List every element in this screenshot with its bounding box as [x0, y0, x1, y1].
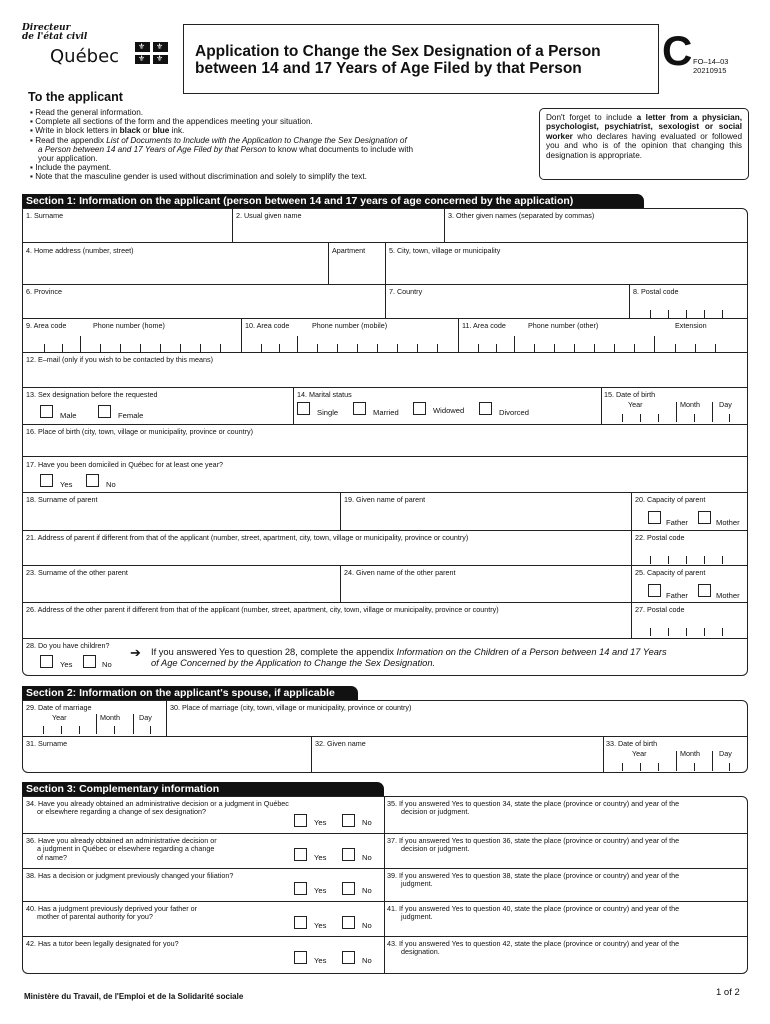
list-item: ▪ Note that the masculine gender is used without discrimination and solely to simplify the text.	[30, 172, 367, 182]
other-parent-capacity-label: 25. Capacity of parent	[635, 568, 706, 577]
widowed-label: Widowed	[433, 406, 465, 415]
province-label: 6. Province	[26, 287, 62, 296]
other-parent-given-name-field[interactable]	[342, 579, 629, 600]
logo	[22, 24, 172, 70]
section1-title: Section 1: Information on the applicant (person between 14 and 17 years of age concerned by the application)	[22, 194, 644, 208]
org-line2: de l'état civil	[22, 32, 88, 42]
page-title-line1: Application to Change the Sex Designation of a Person	[195, 43, 601, 60]
parent-mother-label: Mother	[716, 518, 740, 527]
home-address-field[interactable]	[24, 258, 326, 282]
q42-label: 42. Has a tutor been legally designated for you?	[26, 939, 179, 948]
q36-yes-label: Yes	[314, 853, 327, 862]
other-parent-surname-label: 23. Surname of the other parent	[26, 568, 128, 577]
q38-yes-checkbox[interactable]	[294, 882, 307, 895]
spouse-surname-label: 31. Surname	[26, 739, 68, 748]
postal-code-label: 8. Postal code	[633, 287, 679, 296]
parent-postal-code-label: 22. Postal code	[635, 533, 685, 542]
q39-label: 39. If you answered Yes to question 38, state the place (province or country) and year of the judgment.	[387, 871, 680, 889]
q40-no-checkbox[interactable]	[342, 916, 355, 929]
children-yes-label: Yes	[60, 660, 73, 669]
sex-designation-label: 13. Sex designation before the requested	[26, 390, 158, 399]
dob-year-label: Year	[628, 400, 643, 409]
list-item: ▪ Read the appendix List of Documents to Include with the Application to Change the Sex Designation of	[30, 135, 407, 145]
children-no-label: No	[102, 660, 112, 669]
extension-label: Extension	[675, 321, 707, 330]
widowed-checkbox[interactable]	[413, 402, 426, 415]
spouse-dob-year-label: Year	[632, 749, 647, 758]
marriage-date-label: 29. Date of marriage	[26, 703, 92, 712]
domiciled-yes-checkbox[interactable]	[40, 474, 53, 487]
country-label: 7. Country	[389, 287, 423, 296]
email-label: 12. E–mail (only if you wish to be contacted by this means)	[26, 355, 213, 364]
given-name-field[interactable]	[234, 222, 442, 240]
phone-mobile-field[interactable]	[243, 332, 456, 350]
reminder-note: Don't forget to include a letter from a physician, psychologist, psychiatrist, sexologist or social worker who declares having evaluated or followed you and who is of the opinion that changing this designation is appropriate.	[539, 108, 749, 180]
q34-no-label: No	[362, 818, 372, 827]
q36-label: 36. Have you already obtained an administrative decision or a judgment in Québec or elsewhere regarding a change of name?	[26, 836, 217, 862]
place-of-birth-label: 16. Place of birth (city, town, village or municipality, province or country)	[26, 427, 254, 436]
marriage-month-label: Month	[100, 713, 120, 722]
other-parent-given-name-label: 24. Given name of the other parent	[344, 568, 456, 577]
q40-label: 40. Has a judgment previously deprived your father or mother of parental authority for you?	[26, 904, 197, 922]
area-code-home-label: 9. Area code	[26, 321, 67, 330]
q38-yes-label: Yes	[314, 886, 327, 895]
form-letter: C	[662, 27, 693, 74]
city-field[interactable]	[387, 258, 746, 282]
other-given-names-field[interactable]	[446, 222, 746, 240]
married-checkbox[interactable]	[353, 402, 366, 415]
intro-heading: To the applicant	[28, 90, 123, 104]
q35-field[interactable]	[386, 818, 746, 831]
other-parent-mother-label: Mother	[716, 591, 740, 600]
q40-no-label: No	[362, 921, 372, 930]
phone-mobile-label: Phone number (mobile)	[312, 321, 388, 330]
arrow-right-icon: ➔	[130, 645, 141, 660]
parent-father-checkbox[interactable]	[648, 511, 661, 524]
male-label: Male	[60, 411, 77, 420]
list-item: ▪ Write in block letters in black or blue ink.	[30, 126, 185, 136]
apartment-label: Apartment	[332, 246, 366, 255]
q43-label: 43. If you answered Yes to question 42, state the place (province or country) and year of the designation.	[387, 939, 680, 957]
parent-surname-label: 18. Surname of parent	[26, 495, 98, 504]
email-field[interactable]	[24, 366, 746, 385]
domiciled-yes-label: Yes	[60, 480, 73, 489]
page-title-line2: between 14 and 17 Years of Age Filed by that Person	[195, 60, 582, 77]
q36-yes-checkbox[interactable]	[294, 848, 307, 861]
marriage-day-label: Day	[139, 713, 152, 722]
parent-father-label: Father	[666, 518, 688, 527]
phone-other-label: Phone number (other)	[528, 321, 599, 330]
q38-label: 38. Has a decision or judgment previously changed your filiation?	[26, 871, 234, 880]
phone-home-field[interactable]	[24, 332, 239, 350]
spouse-dob-label: 33. Date of birth	[606, 739, 658, 748]
marriage-place-field[interactable]	[168, 714, 746, 734]
divorced-label: Divorced	[499, 408, 529, 417]
home-address-label: 4. Home address (number, street)	[26, 246, 134, 255]
dob-month-label: Month	[680, 400, 700, 409]
children-label: 28. Do you have children?	[26, 641, 110, 650]
q34-yes-checkbox[interactable]	[294, 814, 307, 827]
page-number: 1 of 2	[716, 987, 740, 998]
country-field[interactable]	[387, 298, 627, 316]
other-parent-surname-field[interactable]	[24, 579, 338, 600]
q36-no-label: No	[362, 853, 372, 862]
postal-code-field[interactable]	[631, 298, 746, 316]
spouse-given-name-field[interactable]	[313, 750, 601, 771]
q43-field[interactable]	[386, 958, 746, 972]
intro-list: ▪ Read the general information. ▪ Complete all sections of the form and the appendices meeting your situation. ▪ Write in block letters in black or blue ink. ▪ Read the appendix List of Documents to Include with the Application to Change the Sex Designation of a Person between 14 and 17 Years of Age Filed by that Person to know what documents to include with your application. ▪ Include the payment. ▪ Note that the masculine gender is used without discrimination and solely to simplify the text.	[30, 108, 510, 182]
q34-yes-label: Yes	[314, 818, 327, 827]
list-item: ▪ Include the payment.	[30, 163, 112, 173]
domiciled-no-checkbox[interactable]	[86, 474, 99, 487]
date-of-birth-label: 15. Date of birth	[604, 390, 656, 399]
surname-label: 1. Surname	[26, 211, 64, 220]
married-label: Married	[373, 408, 399, 417]
single-label: Single	[317, 408, 339, 417]
domiciled-no-label: No	[106, 480, 116, 489]
parent-capacity-label: 20. Capacity of parent	[635, 495, 706, 504]
section3-title: Section 3: Complementary information	[22, 782, 384, 796]
parent-address-field[interactable]	[24, 544, 629, 563]
area-code-mobile-label: 10. Area code	[245, 321, 290, 330]
list-item: ▪ Read the general information.	[30, 108, 144, 117]
section2-title: Section 2: Information on the applicant's spouse, if applicable	[22, 686, 358, 700]
single-checkbox[interactable]	[297, 402, 310, 415]
other-parent-postal-code-label: 27. Postal code	[635, 605, 685, 614]
marriage-date-field[interactable]	[24, 712, 164, 734]
divorced-checkbox[interactable]	[479, 402, 492, 415]
q40-yes-label: Yes	[314, 921, 327, 930]
spouse-given-name-label: 32. Given name	[315, 739, 366, 748]
phone-home-label: Phone number (home)	[93, 321, 165, 330]
male-checkbox[interactable]	[40, 405, 53, 418]
q42-yes-checkbox[interactable]	[294, 951, 307, 964]
q42-no-checkbox[interactable]	[342, 951, 355, 964]
surname-field[interactable]	[24, 222, 230, 240]
parent-address-label: 21. Address of parent if different from that of the applicant (number, street, apartment, city, town, village or municipality, province or country)	[26, 533, 469, 542]
apartment-field[interactable]	[330, 258, 383, 282]
form-code: FO–14–03	[693, 57, 729, 66]
q42-yes-label: Yes	[314, 956, 327, 965]
marriage-place-label: 30. Place of marriage (city, town, village or municipality, province or country)	[170, 703, 412, 712]
q37-field[interactable]	[386, 855, 746, 867]
given-name-label: 2. Usual given name	[236, 211, 302, 220]
other-given-names-label: 3. Other given names (separated by commas)	[448, 211, 595, 220]
q34-no-checkbox[interactable]	[342, 814, 355, 827]
form-date: 20210915	[693, 66, 727, 75]
parent-given-name-label: 19. Given name of parent	[344, 495, 426, 504]
q39-field[interactable]	[386, 890, 746, 900]
other-parent-father-label: Father	[666, 591, 688, 600]
area-code-other-label: 11. Area code	[462, 321, 506, 330]
phone-other-field[interactable]	[460, 332, 746, 350]
spouse-surname-field[interactable]	[24, 750, 309, 771]
org-name: Québec	[50, 46, 120, 67]
female-checkbox[interactable]	[98, 405, 111, 418]
children-yes-checkbox[interactable]	[40, 655, 53, 668]
q38-no-label: No	[362, 886, 372, 895]
date-of-birth-field[interactable]	[603, 400, 746, 422]
marital-status-label: 14. Marital status	[297, 390, 352, 399]
other-parent-father-checkbox[interactable]	[648, 584, 661, 597]
parent-mother-checkbox[interactable]	[698, 511, 711, 524]
spouse-dob-day-label: Day	[719, 749, 732, 758]
marriage-year-label: Year	[52, 713, 67, 722]
q41-field[interactable]	[386, 923, 746, 935]
q35-label: 35. If you answered Yes to question 34, state the place (province or country) and year of the decision or judgment.	[387, 799, 680, 817]
female-label: Female	[118, 411, 144, 420]
province-field[interactable]	[24, 298, 383, 316]
q37-label: 37. If you answered Yes to question 36, state the place (province or country) and year of the decision or judgment.	[387, 836, 680, 854]
q36-no-checkbox[interactable]	[342, 848, 355, 861]
fleur-de-lis-flag-icon: ⚜ ⚜ ⚜ ⚜	[135, 42, 168, 64]
parent-given-name-field[interactable]	[342, 506, 629, 528]
children-note: If you answered Yes to question 28, complete the appendix Information on the Children of a Person between 14 and 17 Years of Age Concerned by the Application to Change the Sex Designation.	[151, 647, 667, 668]
q38-no-checkbox[interactable]	[342, 882, 355, 895]
q42-no-label: No	[362, 956, 372, 965]
spouse-dob-month-label: Month	[680, 749, 700, 758]
ministry-footer: Ministère du Travail, de l'Emploi et de la Solidarité sociale	[24, 992, 244, 1001]
q41-label: 41. If you answered Yes to question 40, state the place (province or country) and year of the judgment.	[387, 904, 680, 922]
title-box	[183, 24, 659, 94]
dob-day-label: Day	[719, 400, 732, 409]
org-line1: Directeur	[22, 23, 71, 33]
q34-label: 34. Have you already obtained an administrative decision or a judgment in Québec or elsewhere regarding a change of sex designation?	[26, 799, 289, 817]
list-item: ▪ Complete all sections of the form and the appendices meeting your situation.	[30, 117, 313, 127]
other-parent-mother-checkbox[interactable]	[698, 584, 711, 597]
q40-yes-checkbox[interactable]	[294, 916, 307, 929]
place-of-birth-field[interactable]	[24, 438, 746, 454]
domiciled-label: 17. Have you been domiciled in Québec for at least one year?	[26, 460, 223, 469]
children-no-checkbox[interactable]	[83, 655, 96, 668]
city-label: 5. City, town, village or municipality	[389, 246, 501, 255]
other-parent-address-field[interactable]	[24, 616, 629, 636]
parent-surname-field[interactable]	[24, 506, 338, 528]
other-parent-address-label: 26. Address of the other parent if different from that of the applicant (number, street, apartment, city, town, village or municipality, province or country)	[26, 605, 499, 614]
